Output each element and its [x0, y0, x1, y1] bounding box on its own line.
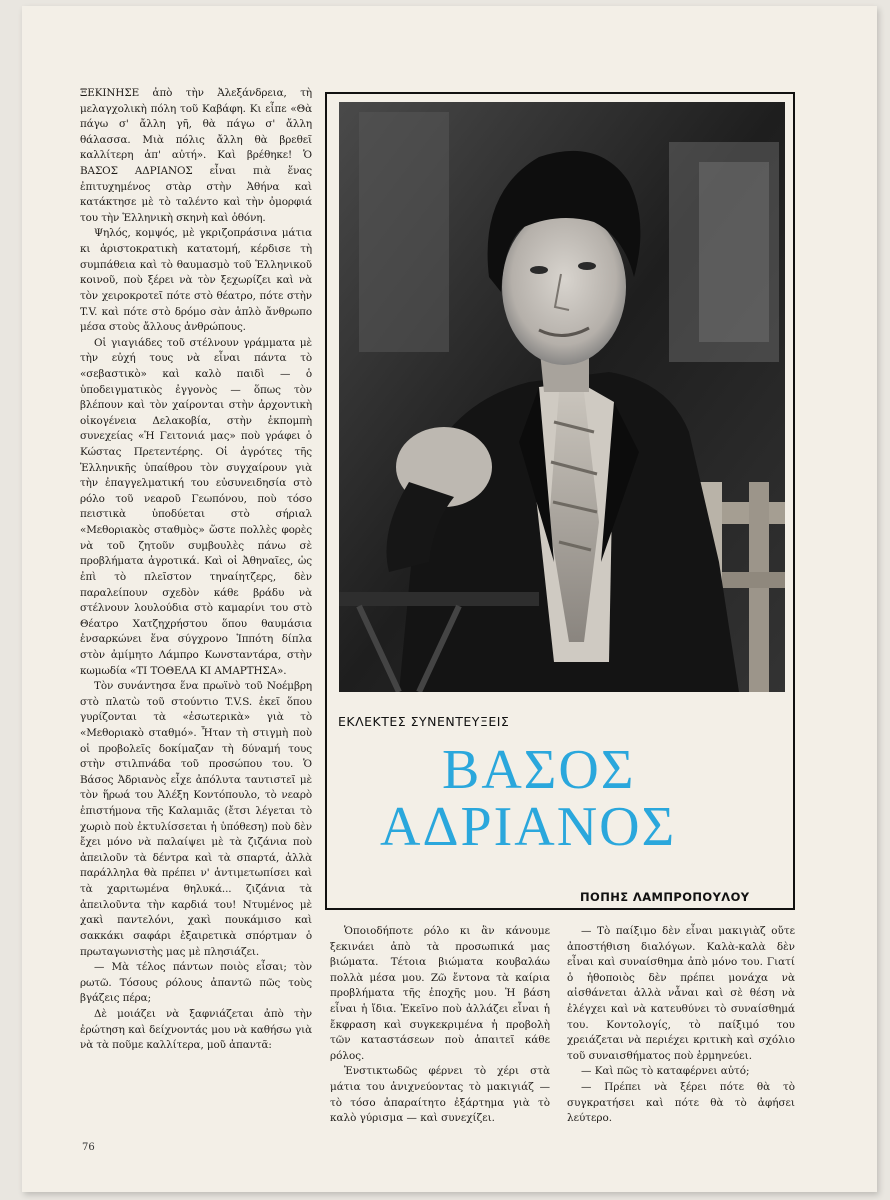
paragraph: — Καὶ πῶς τὸ καταφέρνει αὐτό; — [581, 1065, 750, 1078]
paragraph: — Μὰ τέλος πάντων ποιὸς εἶσαι; τὸν ρωτῶ. Τόσους ρόλους ἀπαντῶ πῶς τοὺς βγάζεις πέρα; — [80, 961, 312, 1005]
paragraph: — Πρέπει νὰ ξέρει πότε θὰ τὸ συγκρατήσει καὶ πότε θὰ τὸ ἀφήσει λεύτερο. — [567, 1081, 795, 1125]
paragraph: Ὁποιοδήποτε ρόλο κι ἂν κάνουμε ξεκινάει ἀπὸ τὰ προσωπικά μας βιώματα. Τέτοια βιώματα κουβαλάω πολλὰ μέσα μου. Ζῶ ἔντονα τὰ καίρια προβλήματα τῆς ἐποχῆς μου. Ἡ βάση εἶναι ἡ ἴδια. Ἐκεῖνο ποὺ ἀλλάζει εἶναι ἡ ἔκφραση καὶ συγκεκριμένα ἡ προβολὴ τῶν καταστάσεων ποὺ ἀπαιτεῖ κάθε ρόλος. — [330, 925, 550, 1062]
series-kicker: ΕΚΛΕΚΤΕΣ ΣΥΝΕΝΤΕΥΞΕΙΣ — [338, 714, 510, 729]
headline-line-2: ΑΔΡΙΑΝΟΣ — [380, 796, 677, 859]
paragraph: Δὲ μοιάζει νὰ ξαφνιάζεται ἀπὸ τὴν ἐρώτηση καὶ δείχνοντάς μου νὰ καθήσω γιὰ νὰ τὰ ποῦμε καλλίτερα, μοῦ ἀπαντᾶ: — [80, 1007, 312, 1052]
headline-line-1: ΒΑΣΟΣ — [442, 739, 636, 801]
paragraph: Οἱ γιαγιάδες τοῦ στέλνουν γράμματα μὲ τὴν εὐχή τους νὰ εἶναι πάντα τὸ «σεβαστικὸ» καὶ καλὸ παιδὶ — ὁ ὑποδειγματικὸς ἐγγονὸς — ὅπως τὸν βλέπουν καὶ τὸν χαίρονται στὴν ἀρχοντικὴ οἰκογένεια Δελακοβία, στὴν ἐκπομπὴ συνεχείας «Ἡ Γειτονιά μας» ποὺ γράφει ὁ Κώστας Πρετεντέρης. Οἱ ἀγρότες τῆς Ἑλληνικῆς ὑπαίθρου τὸν συγχαίρουν γιὰ τὴν ἐπαγγελματική του εὐσυνειδησία στὸ ρόλο τοῦ νεαροῦ Γεωπόνου, ποὺ τόσο πειστικὰ ὑποδύεται στὸ σήριαλ «Μεθοριακὸς σταθμὸς» ὥστε πολλὲς φορὲς νὰ τοῦ ζητοῦν συμβουλὲς πάνω σὲ προβλήματα ἀγροτικά. Καὶ οἱ Ἀθηναῖες, ὡς ἐπὶ τὸ πλεῖστον τηναίητζερς, δὲν παραλείπουν σχεδὸν κάθε βράδυ νὰ στέλνουν λουλούδια στὸ καμαρίνι του στὸ Θέατρο Χατζηχρήστου ὅπου θαυμάσια ἐνσαρκώνει ἕνα σύγχρονο Ἱππότη δίπλα στὸν ἀμίμητο Λάμπρο Κωνσταντάρα, στὴν κωμωδία «ΤΙ ΤΟΘΕΛΑ ΚΙ ΑΜΑΡΤΗΣΑ». — [80, 336, 312, 677]
page-number: 76 — [82, 1142, 95, 1153]
paragraph: Τὸν συνάντησα ἕνα πρωϊνὸ τοῦ Νοέμβρη στὸ πλατὼ τοῦ στούντιο T.V.S. ἐκεῖ ὅπου γυρίζονται τὰ «ἐσωτερικὰ» γιὰ τὸ «Μεθοριακὸ σταθμό». Ἦταν τὴ στιγμὴ ποὺ οἱ προβολεῖς δοκίμαζαν τὴ δύναμή τους στὴν στιλπνάδα τοῦ προσώπου του. Ὁ Βάσος Ἀδριανὸς εἶχε ἀπόλυτα ταυτιστεῖ μὲ τὸν ἥρωά του Ἀλέξη Κοντόπουλο, τὸ νεαρὸ ἐπιστήμονα τῆς Καλαμιᾶς (ἔτσι λέγεται τὸ χωριὸ ποὺ ἐκτυλίσσεται ἡ ὑπόθεση) ποὺ δὲν ἔχει μόνο νὰ παλαίψει μὲ τὰ ζιζάνια ποὺ ἀπειλοῦν τὰ δέντρα καὶ τὰ σπαρτά, ἀλλὰ παράλληλα θὰ πρέπει ν' ἀντιμετωπίσει καὶ τὰ χαριτωμένα θηλυκά... ζιζάνια τὰ ἀπειλοῦντα τὴν καρδιά του! Ντυμένος μὲ χακὶ παντελόνι, χακὶ πουκάμισο καὶ σακκάκι σαφάρι ἐξαιρετικὰ σπόρτμαν ὁ πρωταγωνιστὴς μας μὲ πλησιάζει. — [80, 680, 312, 958]
headline — [380, 739, 760, 859]
article-right-column — [567, 924, 795, 1127]
paragraph: Ψηλός, κομψός, μὲ γκριζοπράσινα μάτια κι ἀριστοκρατικὴ κατατομή, κέρδισε τὴ συμπάθεια καὶ τὸ θαυμασμὸ τοῦ Ἑλληνικοῦ κοινοῦ, ποὺ ξέρει νὰ τὸν ξεχωρίζει καὶ νὰ τὸν χειροκροτεῖ πότε στὸ θέατρο, πότε στὴν T.V. καὶ πότε στὸ δρόμο σὰν ἁπλὸ ἄνθρωπο μέσα στοὺς ἄλλους ἀνθρώπους. — [80, 227, 312, 334]
article-left-column — [80, 86, 312, 1054]
portrait-photo — [339, 102, 785, 692]
paragraph: Ἐνστικτωδῶς φέρνει τὸ χέρι στὰ μάτια του ἀνιχνεύοντας τὸ μακιγιάζ — τὸ τόσο ἀπαραίτητο ἐξάρτημα γιὰ τὸ καλὸ γύρισμα — καὶ συνεχίζει. — [330, 1065, 550, 1125]
paragraph: ΞΕΚΙΝΗΣΕ ἀπὸ τὴν Ἀλεξάνδρεια, τὴ μελαγχολικὴ πόλη τοῦ Καβάφη. Κι εἶπε «Θὰ πάγω σ' ἄλλη γῆ, θὰ πάγω σ' ἄλλη θάλασσα. Μιὰ πόλις ἄλλη θὰ βρεθεῖ καλλίτερη ἀπ' αὐτή». Καὶ βρέθηκε! Ὁ ΒΑΣΟΣ ΑΔΡΙΑΝΟΣ εἶναι πιὰ ἕνας ἐπιτυχημένος στὰρ στὴν Ἀθήνα καὶ κατάκτησε μὲ τὸ ταλέντο καὶ τὴν ὀμορφιά του τὴν Ἑλληνικὴ σκηνὴ καὶ ὀθόνη. — [80, 87, 312, 224]
article-middle-column — [330, 924, 550, 1127]
byline: ΠΟΠΗΣ ΛΑΜΠΡΟΠΟΥΛΟΥ — [580, 890, 750, 904]
paragraph: — Τὸ παίξιμο δὲν εἶναι μακιγιὰζ οὔτε ἀποστήθιση διαλόγων. Καλὰ-καλὰ δὲν εἶναι καὶ συναίσθημα ἀπὸ μόνο του. Γιατί ὁ ἠθοποιὸς δὲν πρέπει μονάχα νὰ αἰσθάνεται ἀλλὰ νἆναι καὶ σὲ θέση νὰ ἐλέγχει καὶ νὰ κατευθύνει τὸ συναίσθημά του. Κοντολογίς, τὸ παίξιμό του χρειάζεται νὰ περιέχει κριτικὴ καὶ σχόλιο τοῦ συναισθήματος ποὺ ἑρμηνεύει. — [567, 925, 795, 1062]
